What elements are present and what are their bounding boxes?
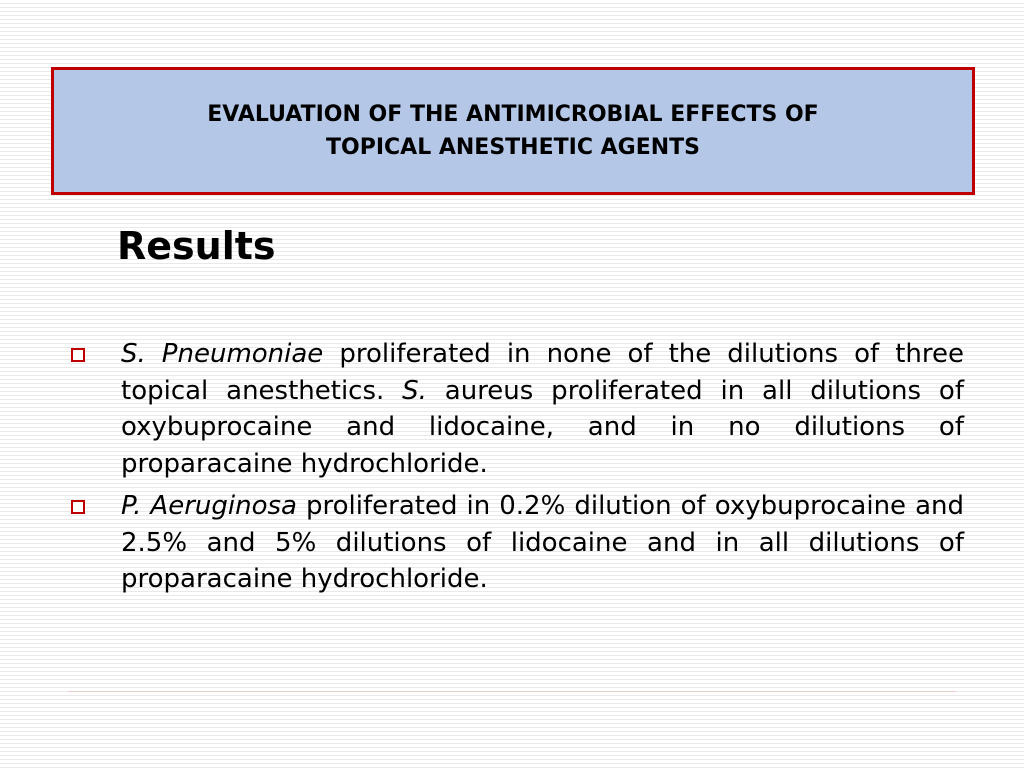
- bullet-item: [71, 336, 964, 482]
- square-bullet-icon: [71, 348, 85, 362]
- bullet-text: [121, 336, 964, 482]
- slide-title-line-1: EVALUATION OF THE ANTIMICROBIAL EFFECTS OF: [207, 102, 819, 127]
- bullet-body: proliferated in 0.2% dilution of oxybuprocaine and 2.5% and 5% dilutions of lidocaine and in all dilutions of proparacaine hydrochloride.: [121, 491, 964, 594]
- bullet-list: [71, 336, 964, 604]
- footer-divider: [68, 691, 956, 692]
- bullet-item: [71, 488, 964, 598]
- organism-genus: S.: [402, 375, 427, 406]
- bullet-text: [121, 488, 964, 598]
- bullet-body: proliferated in none of the dilutions of three topical anesthetics.: [121, 339, 964, 406]
- square-bullet-icon: [71, 500, 85, 514]
- organism-name: P. Aeruginosa: [121, 491, 297, 521]
- section-heading: Results: [117, 224, 276, 268]
- slide-title-line-2: TOPICAL ANESTHETIC AGENTS: [326, 135, 700, 160]
- organism-name: S. Pneumoniae: [121, 339, 324, 369]
- bullet-body-continued: aureus proliferated in all dilutions of oxybuprocaine and lidocaine, and in no dilutions of proparacaine hydrochloride.: [121, 375, 964, 479]
- title-box: [51, 67, 975, 195]
